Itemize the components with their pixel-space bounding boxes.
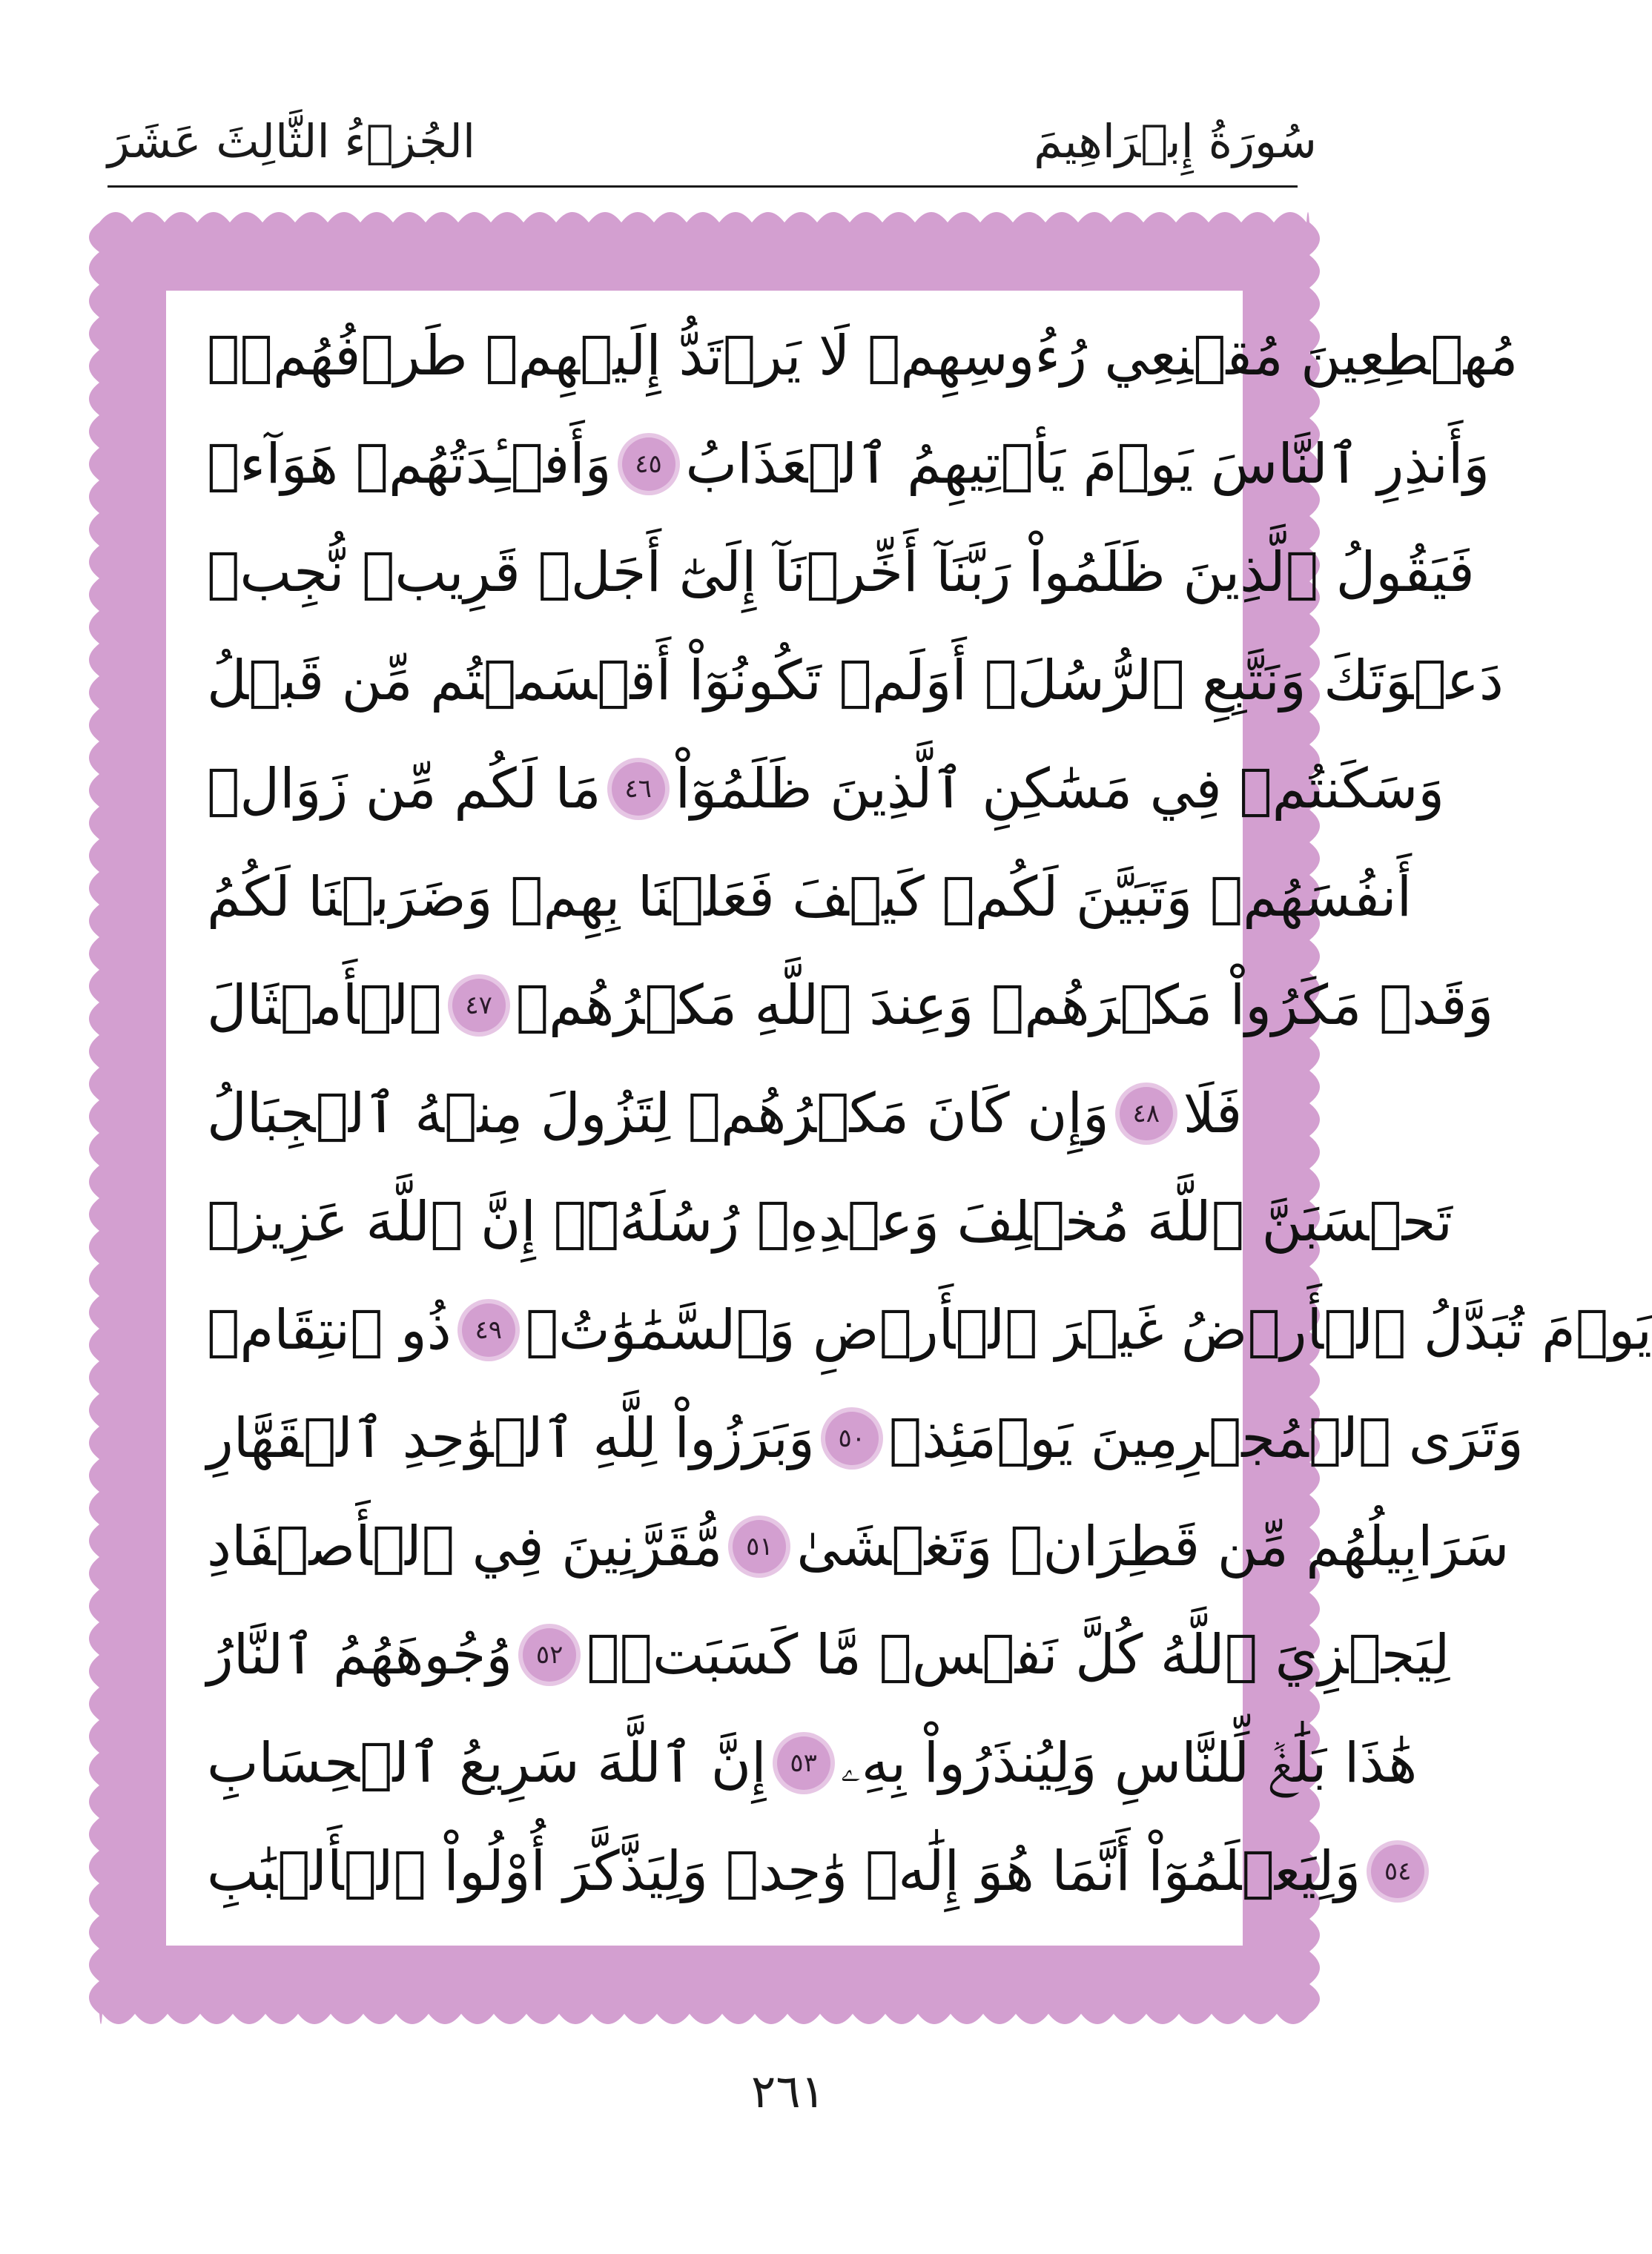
ayah-marker: ٥٠	[825, 1412, 879, 1465]
verse-line-8	[207, 1069, 1243, 1158]
ayah-marker: ٥٢	[523, 1628, 576, 1682]
verse-text: إِنَّ ٱللَّهَ سَرِيعُ ٱلۡحِسَابِ	[207, 1731, 767, 1795]
ayah-marker: ٥١	[733, 1520, 786, 1573]
verse-text: ٱلۡأَمۡثَالَ	[207, 974, 442, 1037]
verse-text: يَوۡمَ تُبَدَّلُ ٱلۡأَرۡضُ غَيۡرَ ٱلۡأَرۡضِ وَٱلسَّمَٰوَٰتُۖ	[525, 1298, 1652, 1362]
verse-line-3	[207, 528, 1475, 617]
text-panel	[166, 291, 1652, 1946]
verse-text: مُهۡطِعِينَ مُقۡنِعِي رُءُوسِهِمۡ لَا يَرۡتَدُّ إِلَيۡهِمۡ طَرۡفُهُمۡۖ	[207, 324, 1519, 388]
surah-name: سُورَةُ إِبۡرَاهِيمَ	[1034, 114, 1317, 168]
ayah-marker: ٤٦	[612, 762, 665, 816]
ayah-marker: ٥٣	[777, 1736, 830, 1790]
ayah-marker: ٤٨	[1120, 1087, 1173, 1140]
ayah-marker: ٤٩	[462, 1303, 515, 1357]
verse-text: دَعۡوَتَكَ وَنَتَّبِعِ ٱلرُّسُلَۗ أَوَلَمۡ تَكُونُوٓاْ أَقۡسَمۡتُم مِّن قَبۡلُ	[207, 649, 1504, 713]
header-rule	[108, 185, 1298, 188]
verse-text: وَأَفۡـِٔدَتُهُمۡ هَوَآءٞ	[207, 432, 612, 496]
verse-text: ذُو ٱنتِقَامٖ	[207, 1298, 452, 1362]
verse-text: هَٰذَا بَلَٰغٞ لِّلنَّاسِ وَلِيُنذَرُواْ بِهِۦ	[840, 1731, 1418, 1795]
ayah-marker: ٥٤	[1371, 1845, 1424, 1898]
verse-line-1	[207, 311, 1519, 400]
verse-line-7	[207, 961, 1494, 1050]
verse-text: وَسَكَنتُمۡ فِي مَسَٰكِنِ ٱلَّذِينَ ظَلَمُوٓاْ	[675, 757, 1445, 821]
ayah-marker: ٤٧	[452, 979, 506, 1032]
verse-line-2	[207, 420, 1490, 509]
verse-text: سَرَابِيلُهُم مِّن قَطِرَانٖ وَتَغۡشَىٰ	[796, 1515, 1510, 1579]
verse-line-15	[207, 1827, 1412, 1916]
verse-line-12	[207, 1502, 1510, 1591]
verse-text: أَنفُسَهُمۡ وَتَبَيَّنَ لَكُمۡ كَيۡفَ فَعَلۡنَا بِهِمۡ وَضَرَبۡنَا لَكُمُ	[207, 865, 1413, 929]
verse-text: مَا لَكُم مِّن زَوَالٖ	[207, 757, 601, 821]
ayah-marker: ٤٥	[622, 437, 675, 491]
verse-text: وَلِيَعۡلَمُوٓاْ أَنَّمَا هُوَ إِلَٰهٞ وَٰحِدٞ وَلِيَذَّكَّرَ أُوْلُواْ ٱلۡأَلۡبَٰبِ	[207, 1840, 1361, 1903]
verse-text: وَبَرَزُواْ لِلَّهِ ٱلۡوَٰحِدِ ٱلۡقَهَّارِ	[207, 1407, 815, 1470]
verse-line-9	[207, 1177, 1453, 1266]
verse-line-4	[207, 636, 1504, 725]
juz-name: الجُزۡءُ الثَّالِثَ عَشَرَ	[108, 114, 476, 168]
verse-text: مُّقَرَّنِينَ فِي ٱلۡأَصۡفَادِ	[207, 1515, 723, 1579]
verse-text: فَلَا	[1183, 1082, 1243, 1146]
verse-line-13	[207, 1610, 1450, 1699]
page-number: ٢٦١	[751, 2064, 825, 2118]
verse-line-14	[207, 1719, 1418, 1808]
verse-line-6	[207, 853, 1413, 942]
verse-text: وَتَرَى ٱلۡمُجۡرِمِينَ يَوۡمَئِذٖ	[888, 1407, 1524, 1470]
verse-line-5	[207, 744, 1445, 833]
verse-text: وُجُوهَهُمُ ٱلنَّارُ	[207, 1623, 513, 1687]
verse-line-10	[207, 1286, 1652, 1375]
verse-text: وَقَدۡ مَكَرُواْ مَكۡرَهُمۡ وَعِندَ ٱللَّهِ مَكۡرُهُمۡ	[515, 974, 1494, 1037]
verse-text: لِيَجۡزِيَ ٱللَّهُ كُلَّ نَفۡسٖ مَّا كَسَبَتۡۚ	[587, 1623, 1450, 1687]
verse-text: وَإِن كَانَ مَكۡرُهُمۡ لِتَزُولَ مِنۡهُ ٱلۡجِبَالُ	[207, 1082, 1109, 1146]
verse-text: وَأَنذِرِ ٱلنَّاسَ يَوۡمَ يَأۡتِيهِمُ ٱلۡعَذَابُ	[685, 432, 1490, 496]
verse-line-11	[207, 1394, 1524, 1483]
verse-text: تَحۡسَبَنَّ ٱللَّهَ مُخۡلِفَ وَعۡدِهِۦ رُسُلَهُۥٓۚ إِنَّ ٱللَّهَ عَزِيزٞ	[207, 1190, 1453, 1254]
verse-text: فَيَقُولُ ٱلَّذِينَ ظَلَمُواْ رَبَّنَآ أَخِّرۡنَآ إِلَىٰٓ أَجَلٖ قَرِيبٖ نُّجِبۡ	[207, 541, 1475, 604]
